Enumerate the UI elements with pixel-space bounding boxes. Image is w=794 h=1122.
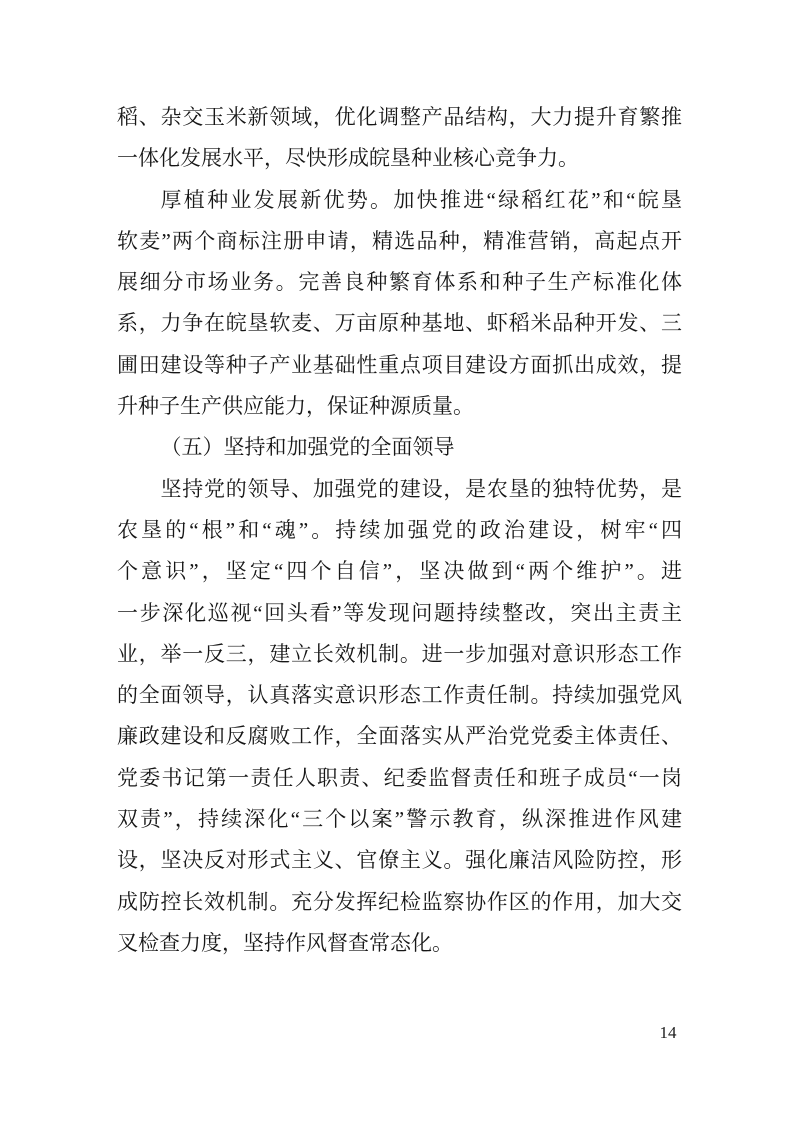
- body-line: 展细分市场业务。完善良种繁育体系和种子生产标准化体: [117, 270, 682, 295]
- body-line: 系，力争在皖垦软麦、万亩原种基地、虾稻米品种开发、三: [117, 311, 682, 336]
- body-line: 圃田建设等种子产业基础性重点项目建设方面抓出成效，提: [117, 352, 682, 377]
- body-line: 业，举一反三，建立长效机制。进一步加强对意识形态工作: [117, 641, 682, 666]
- body-line: 党委书记第一责任人职责、纪委监督责任和班子成员“一岗: [117, 765, 682, 790]
- section-heading: （五）坚持和加强党的全面领导: [160, 435, 455, 460]
- body-line: 坚持党的领导、加强党的建设，是农垦的独特优势，是: [160, 476, 682, 501]
- body-line: 成防控长效机制。充分发挥纪检监察协作区的作用，加大交: [117, 889, 682, 914]
- body-line: 的全面领导，认真落实意识形态工作责任制。持续加强党风: [117, 683, 682, 708]
- body-line: 个意识”，坚定“四个自信”，坚决做到“两个维护”。进: [117, 559, 682, 584]
- body-line: 升种子生产供应能力，保证种源质量。: [117, 394, 474, 419]
- body-line: 设，坚决反对形式主义、官僚主义。强化廉洁风险防控，形: [117, 848, 682, 873]
- body-line: 一步深化巡视“回头看”等发现问题持续整改，突出主责主: [117, 600, 682, 625]
- body-line: 软麦”两个商标注册申请，精选品种，精准营销，高起点开: [117, 228, 682, 253]
- body-line: 稻、杂交玉米新领域，优化调整产品结构，大力提升育繁推: [117, 105, 682, 129]
- body-line: 廉政建设和反腐败工作，全面落实从严治党党委主体责任、: [117, 724, 682, 749]
- body-line: 厚植种业发展新优势。加快推进“绿稻红花”和“皖垦: [160, 187, 682, 212]
- page-number: 14: [659, 1023, 677, 1042]
- body-line: 双责”，持续深化“三个以案”警示教育，纵深推进作风建: [117, 807, 682, 832]
- body-line: 一体化发展水平，尽快形成皖垦种业核心竞争力。: [117, 146, 579, 171]
- body-line: 叉检查力度，坚持作风督查常态化。: [117, 930, 453, 955]
- document-text-block: [117, 97, 682, 964]
- body-line: 农垦的“根”和“魂”。持续加强党的政治建设，树牢“四: [117, 517, 682, 542]
